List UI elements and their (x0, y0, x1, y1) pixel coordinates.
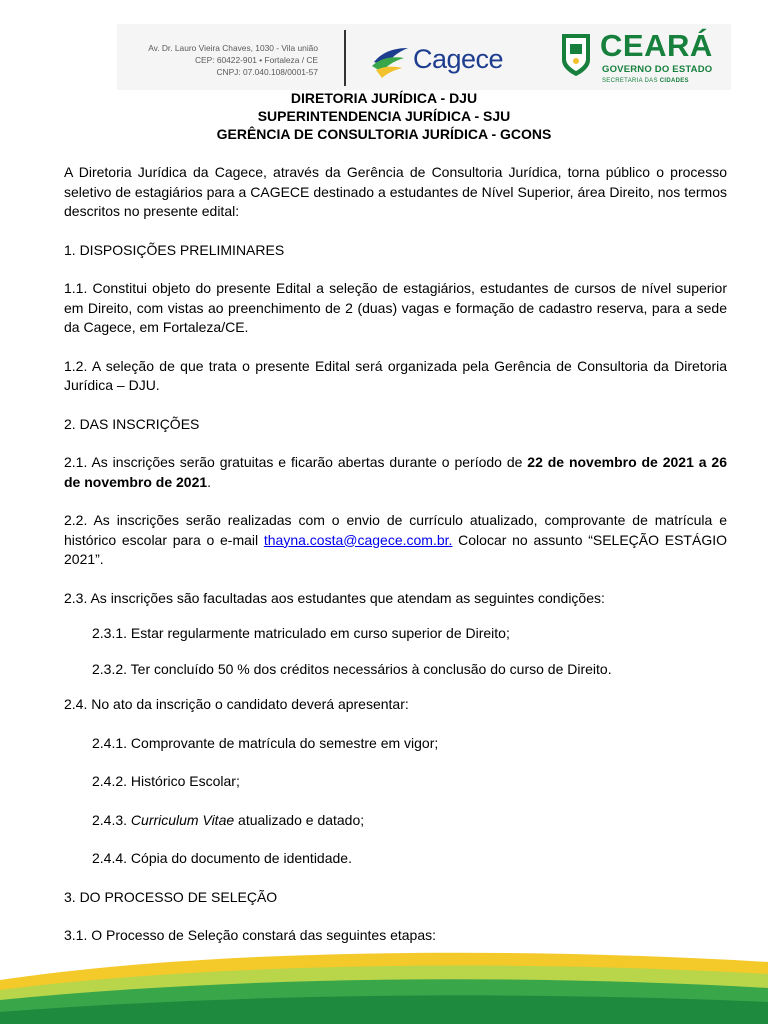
address-line: Av. Dr. Lauro Vieira Chaves, 1030 - Vila união (148, 43, 318, 53)
clause-2-1 (64, 453, 727, 492)
governo-text: GOVERNO DO ESTADO (602, 64, 713, 75)
heading-superintendencia: SUPERINTENDENCIA JURÍDICA - SJU (257, 108, 511, 124)
document-headings (0, 89, 768, 143)
curriculum-vitae-text: Curriculum Vitae (130, 811, 235, 828)
clause-1-1: 1.1. Constitui objeto do presente Edital a seleção de estagiários, estudantes de cursos de nível superior em Direito, com vistas ao preenchimento de 2 (duas) vagas e formação de cadastro reserva, para a sede da Cagece, em Fortaleza/CE. (64, 280, 727, 335)
intro-paragraph: A Diretoria Jurídica da Cagece, através da Gerência de Consultoria Jurídica, torna público o processo seletivo de estagiários para a CAGECE destinado a estudantes de Nível Superior, área Direito, nos termos descritos no presente edital: (64, 164, 727, 219)
ceara-logo-text: CEARÁ (600, 28, 713, 63)
clause-2-4-3 (64, 811, 727, 831)
clause-2-3: 2.3. As inscrições são facultadas aos estudantes que atendam as seguintes condições: (64, 589, 605, 606)
clause-2-3-1: 2.3.1. Estar regularmente matriculado em curso superior de Direito; (92, 625, 510, 641)
company-address (122, 42, 318, 78)
header-divider (344, 30, 346, 86)
clause-2-2 (64, 511, 727, 570)
address-line: CEP: 60422-901 • Fortaleza / CE (194, 55, 318, 65)
secretaria-bold: CIDADES (659, 78, 689, 84)
email-link[interactable]: thayna.costa@cagece.com.br. (263, 531, 453, 548)
registration-period: 22 de novembro de 2021 a 26 de novembro de 2021 (64, 454, 727, 490)
cagece-logo-text: Cagece (413, 44, 504, 74)
clause-2-4-1: 2.4.1. Comprovante de matrícula do semestre em vigor; (92, 734, 439, 751)
clause-2-3-2: 2.3.2. Ter concluído 50 % dos créditos necessários à conclusão do curso de Direito. (92, 660, 612, 677)
clause-2-4-4: 2.4.4. Cópia do documento de identidade. (92, 850, 352, 866)
footer-wave-decoration (0, 940, 768, 1024)
clause-2-2-end: Colocar no assunto “SELEÇÃO ESTÁGIO 2021”. (64, 531, 727, 567)
section-1-title: 1. DISPOSIÇÕES PRELIMINARES (64, 241, 285, 258)
clause-2-1-end: . (207, 473, 212, 490)
clause-2-1-text: 2.1. As inscrições serão gratuitas e ficarão abertas durante o período de (64, 454, 528, 470)
clause-2-4-2: 2.4.2. Histórico Escolar; (92, 773, 240, 789)
clause-2-4: 2.4. No ato da inscrição o candidato deverá apresentar: (64, 696, 409, 712)
clause-1-2: 1.2. A seleção de que trata o presente Edital será organizada pela Gerência de Consultoria da Diretoria Jurídica – DJU. (64, 357, 727, 393)
clause-2-2-text: 2.2. As inscrições serão realizadas com o envio de currículo atualizado, comprovante de matrícula e histórico escolar para o e-mail (64, 512, 727, 548)
clause-3-1: 3.1. O Processo de Seleção constará das seguintes etapas: (64, 927, 437, 943)
document-body (64, 163, 727, 946)
cagece-logo-icon (368, 36, 412, 80)
heading-diretoria: DIRETORIA JURÍDICA - DJU (290, 90, 478, 106)
clause-2-4-3-end: atualizado e datado; (234, 811, 365, 828)
secretaria-text (602, 78, 689, 84)
address-line: CNPJ: 07.040.108/0001-57 (216, 67, 318, 77)
clause-2-4-3-prefix: 2.4.3. (92, 811, 131, 828)
section-3-title: 3. DO PROCESSO DE SELEÇÃO (64, 888, 278, 905)
secretaria-prefix: SECRETARIA DAS (602, 78, 660, 84)
heading-gerencia: GERÊNCIA DE CONSULTORIA JURÍDICA - GCONS (216, 126, 552, 142)
ceara-seal-icon (556, 30, 596, 78)
section-2-title: 2. DAS INSCRIÇÕES (64, 415, 200, 432)
